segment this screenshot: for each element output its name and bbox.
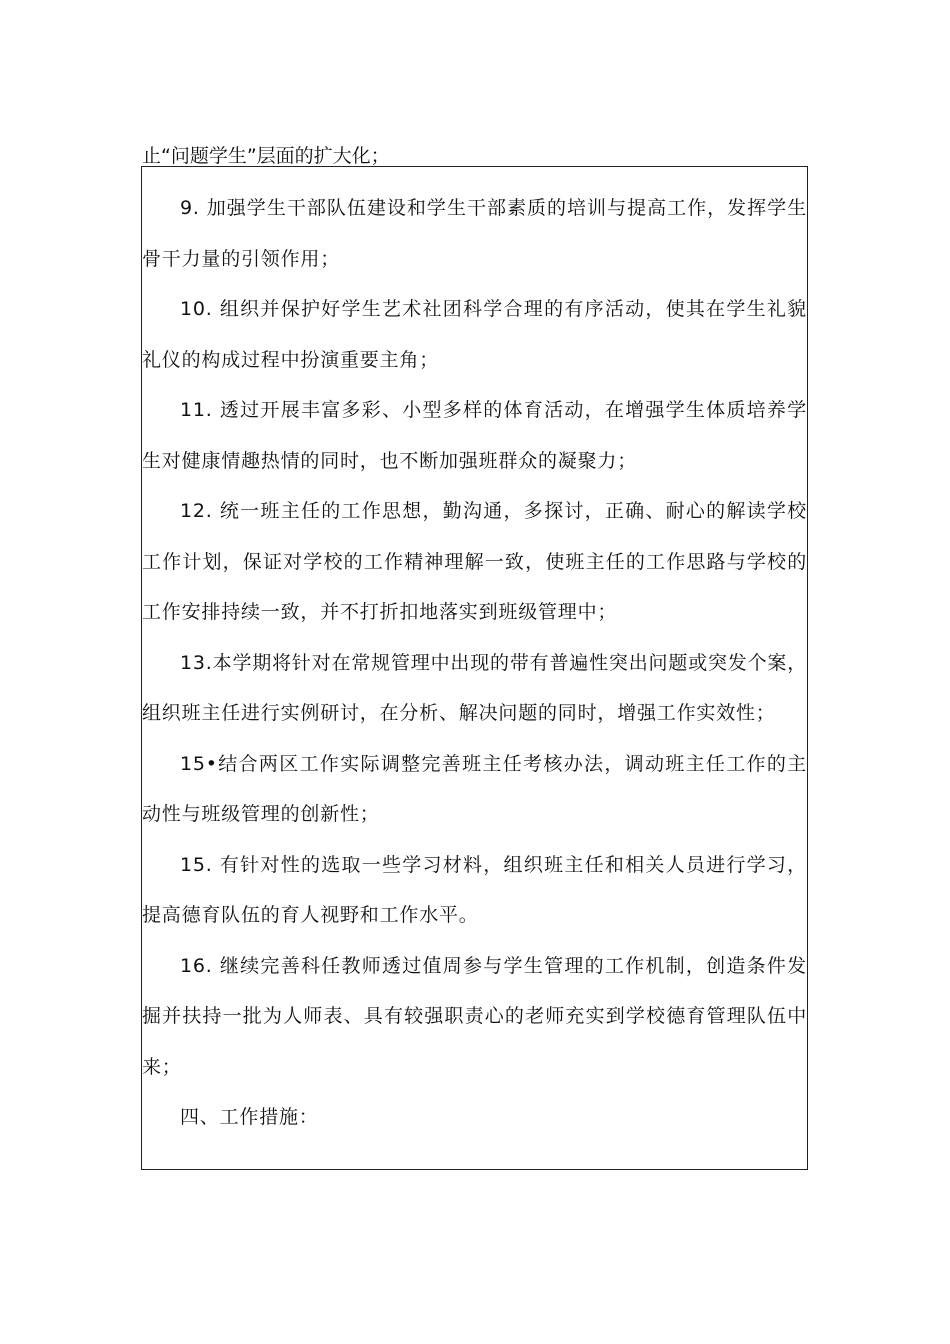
paragraph-item-15a: 15•结合两区工作实际调整完善班主任考核办法，调动班主任工作的主动性与班级管理的创新性； bbox=[142, 752, 807, 825]
paragraph-item-11: 11. 透过开展丰富多彩、小型多样的体育活动，在增强学生体质培养学生对健康情趣热情的同时，也不断加强班群众的凝聚力； bbox=[142, 399, 807, 472]
bordered-text-box bbox=[141, 166, 808, 1170]
paragraph-item-15b: 15. 有针对性的选取一些学习材料，组织班主任和相关人员进行学习，提高德育队伍的育人视野和工作水平。 bbox=[142, 853, 807, 926]
paragraph-item-10: 10. 组织并保护好学生艺术社团科学合理的有序活动，使其在学生礼貌礼仪的构成过程中扮演重要主角； bbox=[142, 298, 807, 371]
paragraph-item-16: 16. 继续完善科任教师透过值周参与学生管理的工作机制，创造条件发掘并扶持一批为人师表、具有较强职责心的老师充实到学校德育管理队伍中来； bbox=[142, 954, 807, 1078]
paragraph-item-12: 12. 统一班主任的工作思想，勤沟通，多探讨，正确、耐心的解读学校工作计划，保证对学校的工作精神理解一致，使班主任的工作思路与学校的工作安排持续一致，并不打折扣地落实到班级管理中； bbox=[142, 500, 807, 623]
paragraph-item-13: 13.本学期将针对在常规管理中出现的带有普遍性突出问题或突发个案，组织班主任进行实例研讨，在分析、解决问题的同时，增强工作实效性； bbox=[142, 651, 807, 724]
continued-text-line: 止“问题学生”层面的扩大化； bbox=[142, 145, 390, 167]
section-heading-measures: 四、工作措施： bbox=[180, 1106, 319, 1128]
paragraph-item-9: 9. 加强学生干部队伍建设和学生干部素质的培训与提高工作，发挥学生骨干力量的引领作用； bbox=[142, 197, 807, 270]
